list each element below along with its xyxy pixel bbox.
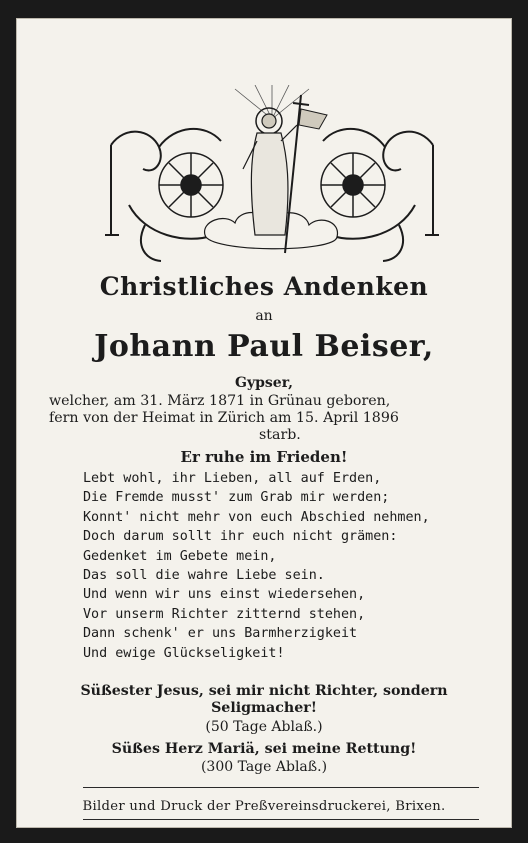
poem-line: Konnt' nicht mehr von euch Abschied nehmen,	[83, 509, 430, 525]
card-heading: Christliches Andenken	[99, 272, 429, 301]
deceased-name: Johann Paul Beiser,	[94, 329, 434, 364]
poem-line: Lebt wohl, ihr Lieben, all auf Erden,	[83, 471, 382, 486]
footer-rule-top	[83, 787, 479, 788]
life-dates-line: starb.	[259, 427, 301, 443]
poem-line: Gedenket im Gebete mein,	[83, 548, 277, 564]
footer-rule-bottom	[83, 819, 479, 820]
poem-line: Die Fremde musst' zum Grab mir werden;	[83, 490, 390, 506]
poem-line: Und ewige Glückseligkeit!	[83, 645, 285, 661]
memorial-card	[16, 18, 512, 828]
life-dates-line: fern von der Heimat in Zürich am 15. April 1896	[49, 410, 399, 426]
rip-line: Er ruhe im Frieden!	[180, 448, 348, 466]
right-flower	[321, 153, 385, 217]
poem-line: Das soll die wahre Liebe sein.	[83, 568, 325, 584]
poem-line: Vor unserm Richter zitternd stehen,	[83, 606, 366, 622]
prayer-mary: Süßes Herz Mariä, sei meine Rettung!	[111, 741, 417, 757]
prayer-jesus: Süßester Jesus, sei mir nicht Richter, sondern	[80, 683, 448, 699]
prayer-jesus-cont: Seligmacher!	[211, 700, 317, 716]
poem-line: Und wenn wir uns einst wiedersehen,	[83, 587, 366, 603]
life-dates-line: welcher, am 31. März 1871 in Grünau geboren,	[49, 393, 391, 409]
connector-word: an	[255, 308, 273, 324]
indulgence-note: (300 Tage Ablaß.)	[200, 759, 328, 775]
poem-line: Doch darum sollt ihr euch nicht grämen:	[83, 529, 398, 545]
poem-line: Dann schenk' er uns Barmherzigkeit	[83, 626, 358, 642]
deceased-occupation: Gypser,	[235, 375, 293, 391]
resurrection-vignette	[105, 85, 439, 267]
farewell-poem	[83, 469, 430, 663]
indulgence-note: (50 Tage Ablaß.)	[205, 719, 323, 735]
printer-imprint: Bilder und Druck der Preßvereinsdruckerei, Brixen.	[82, 799, 446, 814]
left-flower	[159, 153, 223, 217]
life-dates	[49, 393, 489, 444]
